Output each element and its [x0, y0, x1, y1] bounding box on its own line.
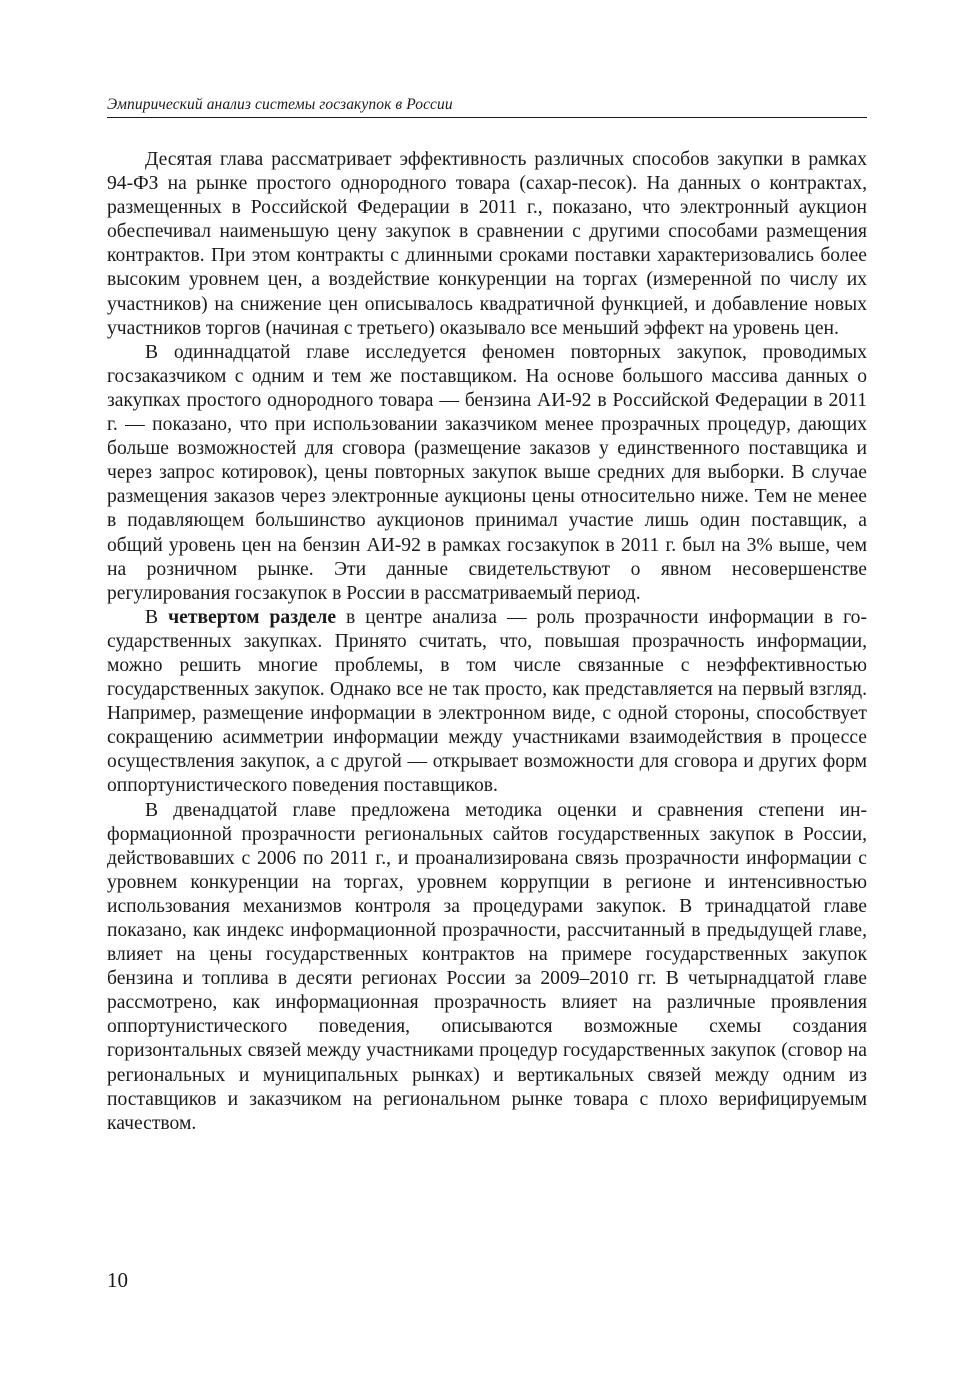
- header-rule: [107, 117, 867, 118]
- section-emphasis: четвертом разделе: [168, 606, 337, 628]
- paragraph-chapter-11: В одиннадцатой главе исследуется феномен повторных закупок, проводимых госзаказчиком с одним и тем же поставщиком. На основе большого массива данных о закупках простого однородного товара — бензина АИ-92 в Российской Федерации в 2011 г. — показано, что при использовании заказчиком менее прозрачных процедур, дающих больше возможностей для сговора (размещение заказов у единственного поставщика и через запрос котировок), цены повторных закупок выше средних для выборки. В случае размещения заказов через электронные аукционы цены относительно ниже. Тем не менее в подавляющем большинство аукционов принимал участие лишь один поставщик, а общий уровень цен на бензин АИ-92 в рамках госзакупок в 2011 г. был на 3% выше, чем на розничном рынке. Эти данные свидетельствуют о явном несовершенстве регулирования госзакупок в России в рассматриваемый период.: [107, 341, 867, 604]
- paragraph-section-4: [107, 606, 867, 799]
- paragraph-body: в центре анализа — роль прозрачности информации в государственных закупках. Принято считать, что, повышая прозрачность информации, можно решить многие проблемы, в том числе связанные с неэффективностью государственных закупок. Однако все не так просто, как представляется на первый взгляд. Например, размещение информации в электронном виде, с одной стороны, способствует сокращению асимметрии информации между участниками взаимодействия в процессе осуществления закупок, а с другой — открывает возможности для сговора и других форм оппортунистического поведения поставщиков.: [107, 606, 868, 797]
- paragraph-chapters-12-14: В двенадцатой главе предложена методика оценки и сравнения степени информационной прозрачности региональных сайтов государственных закупок в России, действовавших с 2006 по 2011 г., и проанализирована связь прозрачности информации с уровнем конкуренции на торгах, уровнем коррупции в регионе и интенсивностью использования механизмов контроля за процедурами закупок. В тринадцатой главе показано, как индекс информационной прозрачности, рассчитанный в предыдущей главе, влияет на цены государственных контрактов на примере государственных закупок бензина и топлива в десяти регионах России за 2009–2010 гг. В четырнадцатой главе рассмотрено, как информационная прозрачность влияет на различные проявления оппортунистического поведения, описываются возможные схемы создания горизонтальных связей между участниками процедур государственных закупок (сговор на региональных и муниципальных рынках) и вертикальных связей между одним из поставщиков и заказчиком на региональном рынке товара с плохо верифицируемым качеством.: [107, 799, 867, 1134]
- body-text: [107, 148, 867, 1136]
- paragraph-chapter-10: Десятая глава рассматривает эффективность различных способов закупки в рамках 94-ФЗ на рынке простого однородного товара (сахар-песок). На данных о контрактах, размещенных в Российской Федерации в 2011 г., показано, что электронный аукцион обеспечивал наименьшую цену закупок в сравнении с другими способами размещения контрактов. При этом контракты с длинными сроками поставки характеризовались более высоким уровнем цен, а воздействие конкуренции на торгах (измеренной по числу их участников) на снижение цен описывалось квадратичной функцией, и добавление новых участников торгов (начиная с третьего) оказывало все меньший эффект на уровень цен.: [107, 149, 867, 339]
- paragraph-lead: В: [145, 606, 169, 628]
- running-head-title: Эмпирический анализ системы госзакупок в России: [107, 96, 453, 113]
- page-number: 10: [107, 1268, 128, 1292]
